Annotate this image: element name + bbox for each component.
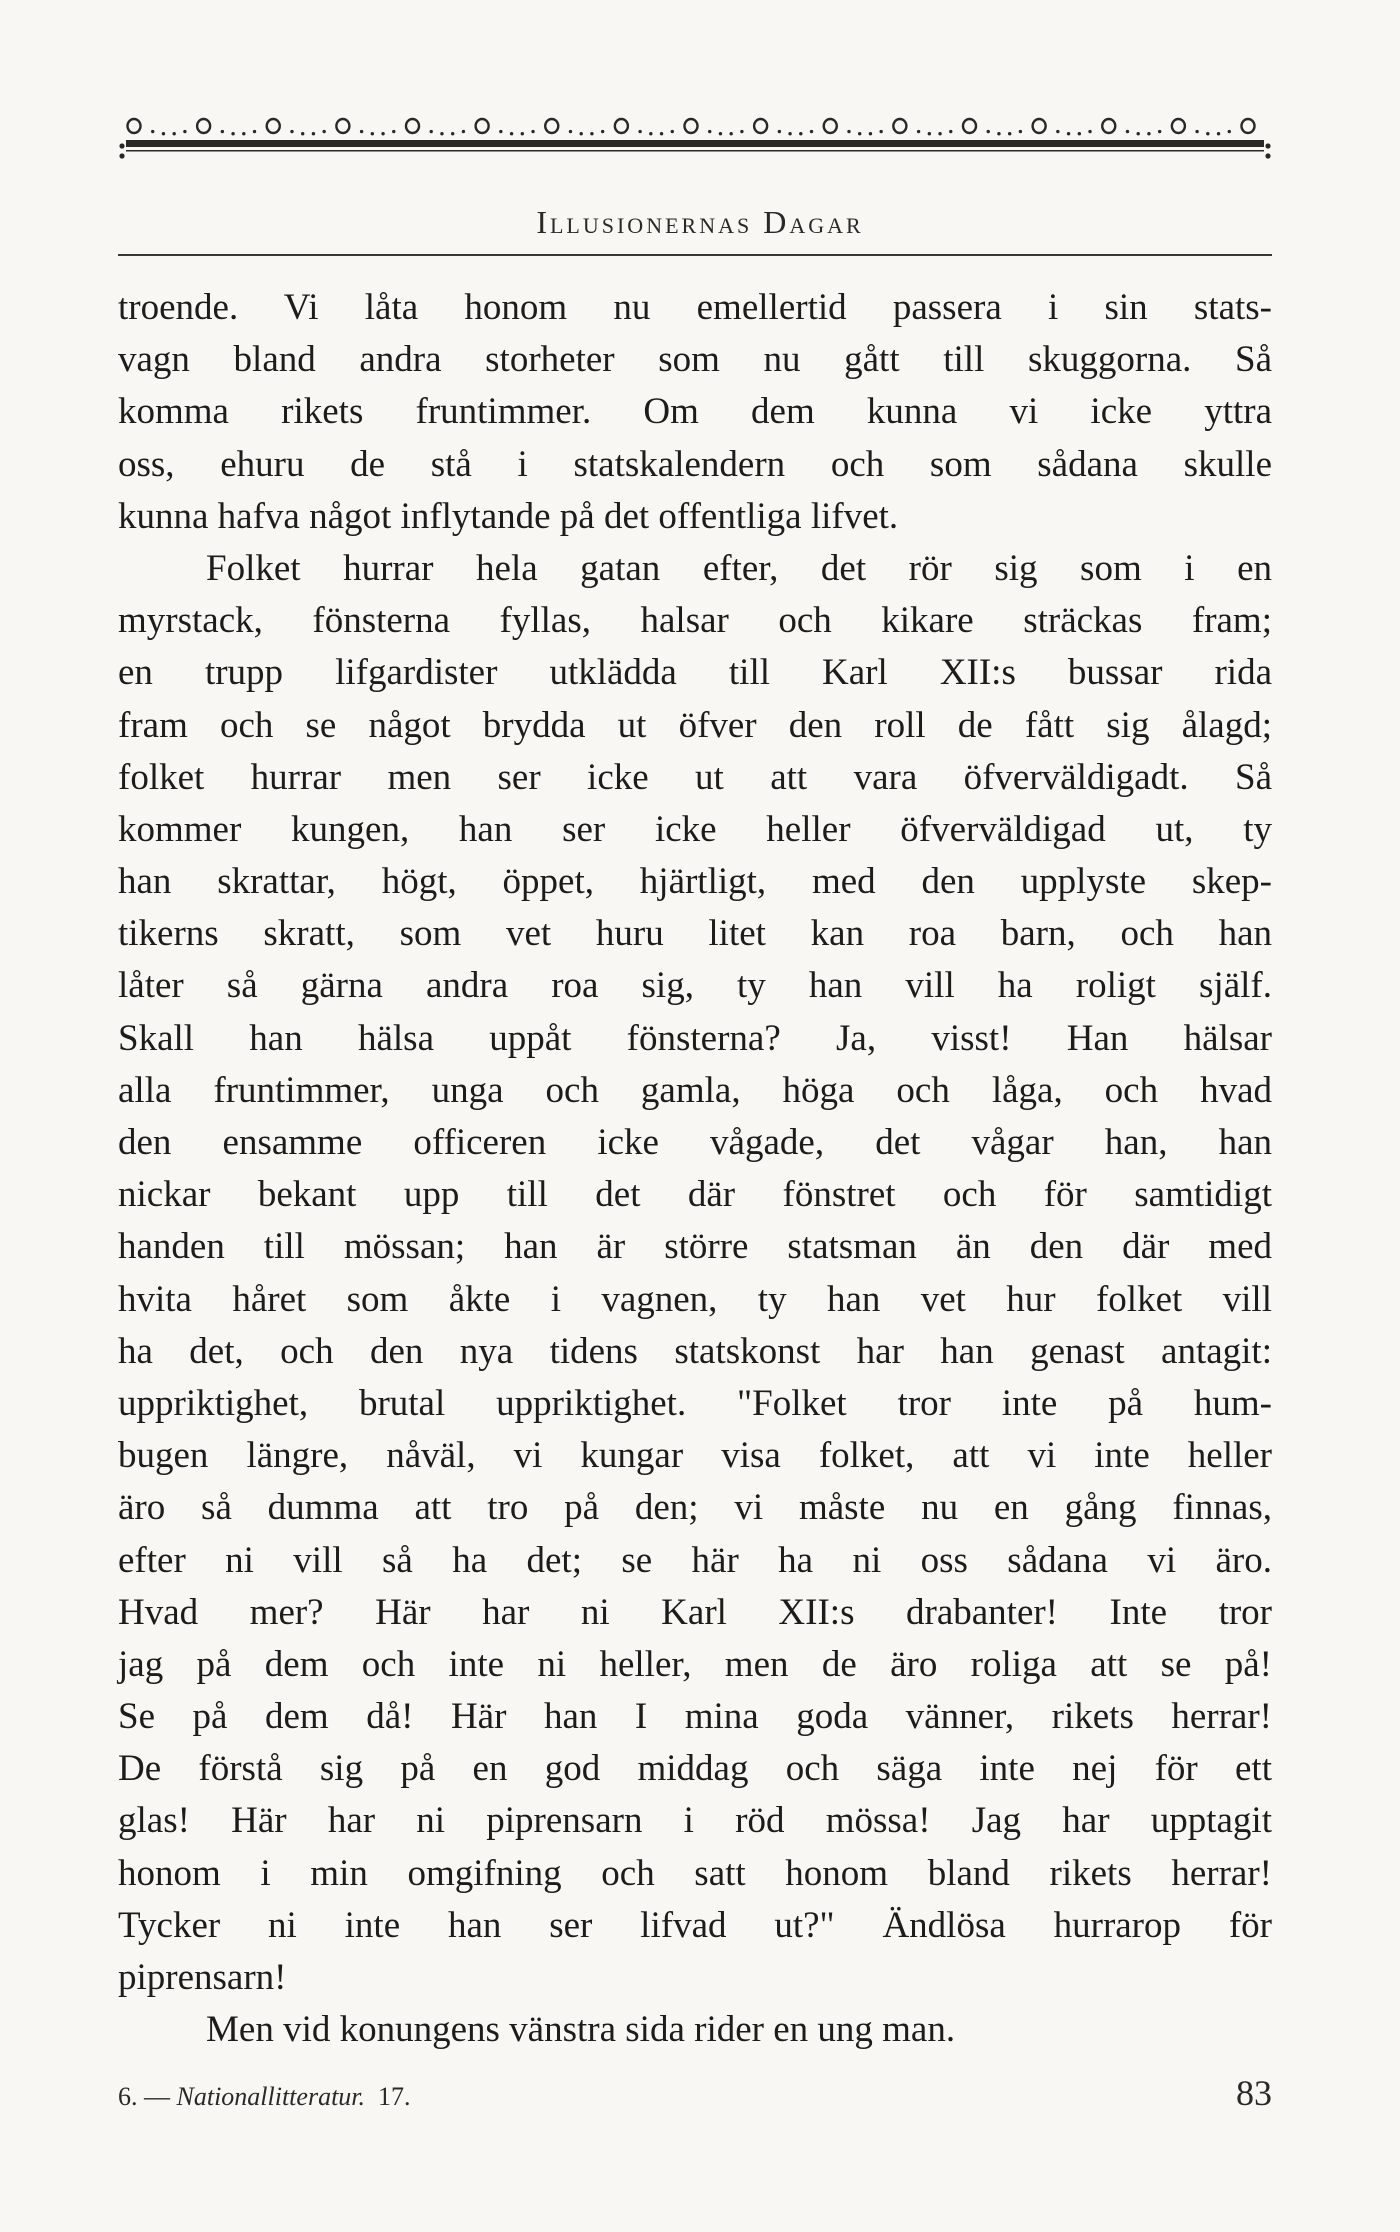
text-line: nickar bekant upp till det där fönstret och för samtidigt [118, 1174, 1272, 1216]
text-line: De förstå sig på en god middag och säga inte nej för ett [118, 1748, 1272, 1790]
ornament-ring [545, 119, 558, 133]
ornament-thin-rule [126, 150, 1264, 152]
text-line: ha det, och den nya tidens statskonst har han genast antagit: [118, 1330, 1272, 1372]
header-rule [118, 254, 1272, 256]
text-line: fram och se något brydda ut öfver den roll de fått sig ålagd; [118, 704, 1272, 746]
ornament-dot [531, 130, 534, 133]
ornament-dot [879, 130, 882, 133]
ornament-dot [1158, 130, 1161, 133]
text-line: kunna hafva något inflytande på det offentliga lifvet. [118, 495, 899, 537]
ornament-ring [1033, 119, 1046, 133]
ornament-dot [938, 132, 941, 135]
ornament-dot [290, 130, 293, 133]
ornament-dot [580, 132, 583, 135]
ornament-dot [253, 130, 256, 133]
ornament-dot [858, 132, 861, 135]
ornament-dot [392, 130, 395, 133]
ornament-dot [510, 132, 513, 135]
ornament-dot [451, 132, 454, 135]
ornament-dot [440, 132, 443, 135]
ornament-dot [987, 130, 990, 133]
text-line: tikerns skratt, som vet huru litet kan roa barn, och han [118, 913, 1272, 955]
ornament-dot [1126, 130, 1129, 133]
ornament-dot [638, 130, 641, 133]
ornament-dot [869, 132, 872, 135]
text-line: kommer kungen, han ser icke heller öfverväldigad ut, ty [118, 808, 1272, 850]
ornament-dot [601, 130, 604, 133]
ornament-dot [1217, 132, 1220, 135]
ornament-dot [569, 130, 572, 133]
text-line: uppriktighet, brutal uppriktighet. "Folket tror inte på hum- [118, 1382, 1272, 1424]
ornament-dot [949, 130, 952, 133]
body-text [118, 282, 1272, 2056]
ornament-dot [708, 130, 711, 133]
text-line: en trupp lifgardister utklädda till Karl XII:s bussar rida [118, 652, 1272, 694]
text-line: hvita håret som åkte i vagnen, ty han vet hur folket vill [118, 1278, 1272, 1320]
ornament-dot [590, 132, 593, 135]
ornament-ring [963, 119, 976, 133]
text-line: vagn bland andra storheter som nu gått till skuggorna. Så [118, 339, 1272, 381]
ornament-ring [476, 119, 489, 133]
ornament-dot [671, 130, 674, 133]
text-line: jag på dem och inte ni heller, men de äro roliga att se på! [118, 1643, 1272, 1685]
signature-series: Nationallitteratur. [176, 2082, 366, 2111]
ornament-dot [1195, 130, 1198, 133]
ornament-dot [1206, 132, 1209, 135]
ornament-dot [430, 130, 433, 133]
text-line: efter ni vill så ha det; se här ha ni oss sådana vi äro. [118, 1539, 1272, 1581]
ornament-ring [824, 119, 837, 133]
text-line: honom i min omgifning och satt honom bland rikets herrar! [118, 1852, 1272, 1894]
ornament-band [126, 140, 1264, 147]
text-line: piprensarn! [118, 1957, 287, 1998]
ornament-dot [847, 130, 850, 133]
ornament-ring [893, 119, 906, 133]
text-line: folket hurrar men ser icke ut att vara öfverväldigadt. Så [118, 756, 1272, 798]
ornament-dot [1088, 130, 1091, 133]
ornament-dot [917, 130, 920, 133]
ornament-ring [336, 119, 349, 133]
ornament-dot [928, 132, 931, 135]
page-number: 83 [1236, 2073, 1272, 2113]
ornament-ring [685, 119, 698, 133]
signature-dash: — [144, 2082, 170, 2111]
ornament-dot [312, 132, 315, 135]
text-line: Skall han hälsa uppåt fönsterna? Ja, visst! Han hälsar [118, 1017, 1272, 1059]
text-line: Tycker ni inte han ser lifvad ut?" Ändlösa hurrarop för [118, 1904, 1272, 1946]
text-line: troende. Vi låta honom nu emellertid passera i sin stats- [118, 287, 1272, 328]
ornament-ring [267, 119, 280, 133]
ornament-dot [231, 132, 234, 135]
signature-number: 6. [118, 2082, 138, 2111]
ornament-dot [301, 132, 304, 135]
ornament-corner-dot [119, 143, 124, 148]
ornament-dot [649, 132, 652, 135]
text-line: Se på dem då! Här han I mina goda vänner, rikets herrar! [118, 1696, 1272, 1738]
text-line: äro så dumma att tro på den; vi måste nu en gång finnas, [118, 1487, 1272, 1529]
ornament-dot [521, 132, 524, 135]
ornament-ring [128, 119, 141, 133]
ornament-dot [740, 130, 743, 133]
ornament-dot [499, 130, 502, 133]
ornament-ring [406, 119, 419, 133]
ornament-corner-dot [1265, 143, 1270, 148]
ornament-ring [1102, 119, 1115, 133]
ornament-dot [242, 132, 245, 135]
ornament-dot [1147, 132, 1150, 135]
ornament-dot [162, 132, 165, 135]
ornament-dot [462, 130, 465, 133]
ornament-ring [1242, 119, 1255, 133]
ornament-dot [1008, 132, 1011, 135]
ornament-dot [729, 132, 732, 135]
ornament-dot [381, 132, 384, 135]
ornament-dot [810, 130, 813, 133]
text-line: den ensamme officeren icke vågade, det vågar han, han [118, 1122, 1272, 1163]
ornament-dot [778, 130, 781, 133]
text-line: myrstack, fönsterna fyllas, halsar och kikare sträckas fram; [118, 600, 1272, 642]
text-line: låter så gärna andra roa sig, ty han vill ha roligt själf. [118, 965, 1272, 1007]
ornament-dot [719, 132, 722, 135]
text-line: bugen längre, nåväl, vi kungar visa folket, att vi inte heller [118, 1435, 1272, 1477]
text-line: Men vid konungens vänstra sida rider en ung man. [206, 2009, 956, 2051]
ornament-border-graphic [118, 112, 1272, 168]
ornament-dot [1137, 132, 1140, 135]
printer-signature [118, 2082, 411, 2112]
text-line: handen till mössan; han är större statsman än den där med [118, 1226, 1272, 1268]
ornament-dot [1228, 130, 1231, 133]
page-footer [118, 2072, 1272, 2122]
ornament-dot [1019, 130, 1022, 133]
text-line: oss, ehuru de stå i statskalendern och som sådana skulle [118, 443, 1272, 485]
text-line: han skrattar, högt, öppet, hjärtligt, med den upplyste skep- [118, 861, 1272, 903]
text-line: Hvad mer? Här har ni Karl XII:s drabanter! Inte tror [118, 1591, 1272, 1633]
ornament-dot [151, 130, 154, 133]
ornament-dot [1067, 132, 1070, 135]
text-line: komma rikets fruntimmer. Om dem kunna vi icke yttra [118, 391, 1272, 433]
ornament-dot [1078, 132, 1081, 135]
ornament-dot [997, 132, 1000, 135]
text-line: alla fruntimmer, unga och gamla, höga och låga, och hvad [118, 1069, 1272, 1111]
ornament-ring [754, 119, 767, 133]
ornament-ring [1172, 119, 1185, 133]
text-line: glas! Här har ni piprensarn i röd mössa! Jag har upptagit [118, 1800, 1272, 1842]
ornament-ring [615, 119, 628, 133]
ornament-dot [1056, 130, 1059, 133]
signature-volume: 17. [378, 2082, 411, 2111]
ornament-dot [371, 132, 374, 135]
ornament-dot [788, 132, 791, 135]
ornament-dot [183, 130, 186, 133]
ornament-dot [799, 132, 802, 135]
running-head: Illusionernas Dagar [536, 204, 864, 240]
header-ornament [118, 112, 1272, 168]
ornament-dot [660, 132, 663, 135]
ornament-corner-dot [119, 153, 124, 158]
ornament-corner-dot [1265, 153, 1270, 158]
ornament-dot [322, 130, 325, 133]
ornament-dot [360, 130, 363, 133]
ornament-ring [197, 119, 210, 133]
text-line: Folket hurrar hela gatan efter, det rör sig som i en [206, 547, 1272, 589]
ornament-dot [221, 130, 224, 133]
ornament-dot [172, 132, 175, 135]
